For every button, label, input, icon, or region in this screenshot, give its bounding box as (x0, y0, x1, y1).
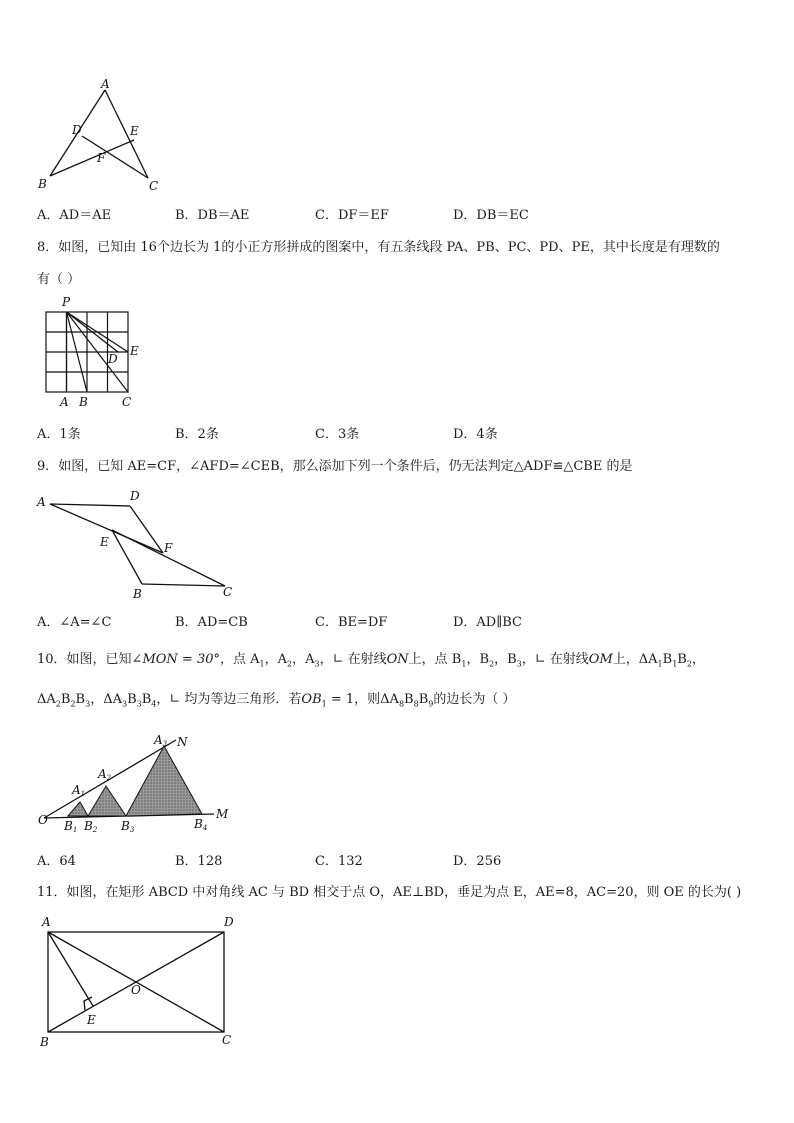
q8-option-d[interactable]: D．4条 (453, 427, 498, 442)
q10-label-m: M (216, 807, 229, 821)
q10-label-b1: B1 (64, 819, 78, 834)
q7-label-a: A (101, 77, 110, 91)
q10-stem-line1: 10．如图，已知∠MON = 30°，点 $A_1$，$A_2$，$A_3$，∟ 在射线ON上，点 $B_1$，$B_2$，$B_3$，∟ 在射线OM上，$\Delta A_1B_1B_2$， (37, 652, 705, 669)
q7-label-b: B (38, 177, 47, 191)
q9-figure (30, 486, 250, 602)
q7-label-d: D (72, 123, 82, 137)
q9-option-c[interactable]: C．BE=DF (315, 615, 388, 630)
q9-label-c: C (223, 585, 233, 599)
q11-label-b: B (40, 1035, 49, 1049)
q7-option-d[interactable]: D．DB＝EC (453, 208, 529, 223)
q7-label-c: C (149, 179, 159, 193)
q10-option-b[interactable]: B．128 (175, 854, 223, 869)
q10-figure (36, 728, 236, 838)
q9-label-b: B (133, 587, 142, 601)
q11-label-o: O (131, 983, 141, 997)
q9-option-d[interactable]: D．AD∥BC (453, 615, 522, 630)
q10-label-o: O (38, 813, 48, 827)
q9-option-a[interactable]: A．∠A=∠C (37, 615, 112, 630)
q11-stem: 11．如图，在矩形 ABCD 中对角线 AC 与 BD 相交于点 O，AE⊥BD，垂足为点 E，AE=8，AC=20，则 OE 的长为( ) (37, 885, 742, 900)
q10-option-c[interactable]: C．132 (315, 854, 363, 869)
q8-option-c[interactable]: C．3条 (315, 427, 360, 442)
q8-grid-figure (36, 294, 146, 410)
q7-option-b[interactable]: B．DB＝AE (175, 208, 250, 223)
q8-label-a: A (60, 395, 69, 409)
q11-label-a: A (42, 915, 51, 929)
q8-stem-line2: 有（ ） (37, 272, 81, 287)
q9-option-b[interactable]: B．AD=CB (175, 615, 248, 630)
q8-label-p: P (62, 295, 71, 309)
q10-label-a1: A1 (72, 783, 86, 798)
q11-figure (36, 912, 246, 1052)
q10-label-a3: A3 (154, 733, 168, 748)
q9-label-e: E (100, 535, 109, 549)
q10-label-n: N (177, 735, 188, 749)
q10-label-b3: B3 (121, 819, 135, 834)
q11-label-e: E (87, 1013, 96, 1027)
q10-option-a[interactable]: A．64 (37, 854, 76, 869)
q11-label-c: C (222, 1033, 232, 1047)
q11-label-d: D (224, 915, 234, 929)
q9-label-f: F (164, 541, 173, 555)
q9-label-d: D (130, 489, 140, 503)
q10-label-b2: B2 (84, 819, 98, 834)
q8-stem-line1: 8．如图，已知由 16个边长为 1的小正方形拼成的图案中，有五条线段 PA、PB、PC、PD、PE，其中长度是有理数的 (37, 240, 720, 255)
q7-option-c[interactable]: C．DF＝EF (315, 208, 389, 223)
q10-stem-line2: $\Delta A_2B_2B_3$，$\Delta A_3B_3B_4$，∟ 均为等边三角形．若$OB_1 = 1$，则$\Delta A_8B_8B_9$的边长为（ ） (37, 692, 516, 709)
q7-option-a[interactable]: A．AD＝AE (37, 208, 112, 223)
q10-label-a2: A2 (98, 767, 112, 782)
q9-label-a: A (37, 495, 46, 509)
q7-figure (30, 78, 170, 196)
q8-option-a[interactable]: A．1条 (37, 427, 81, 442)
q8-label-e: E (130, 344, 139, 358)
q7-label-e: E (130, 124, 139, 138)
q10-label-b4: B4 (194, 817, 208, 832)
q8-option-b[interactable]: B．2条 (175, 427, 219, 442)
q8-label-d: D (108, 352, 118, 366)
q8-label-c: C (122, 395, 132, 409)
q7-label-f: F (97, 151, 106, 165)
q8-label-b: B (79, 395, 88, 409)
q9-stem: 9．如图，已知 AE=CF，∠AFD=∠CEB，那么添加下列一个条件后，仍无法判定△ADF≌△CBE 的是 (37, 459, 633, 474)
q10-option-d[interactable]: D．256 (453, 854, 502, 869)
